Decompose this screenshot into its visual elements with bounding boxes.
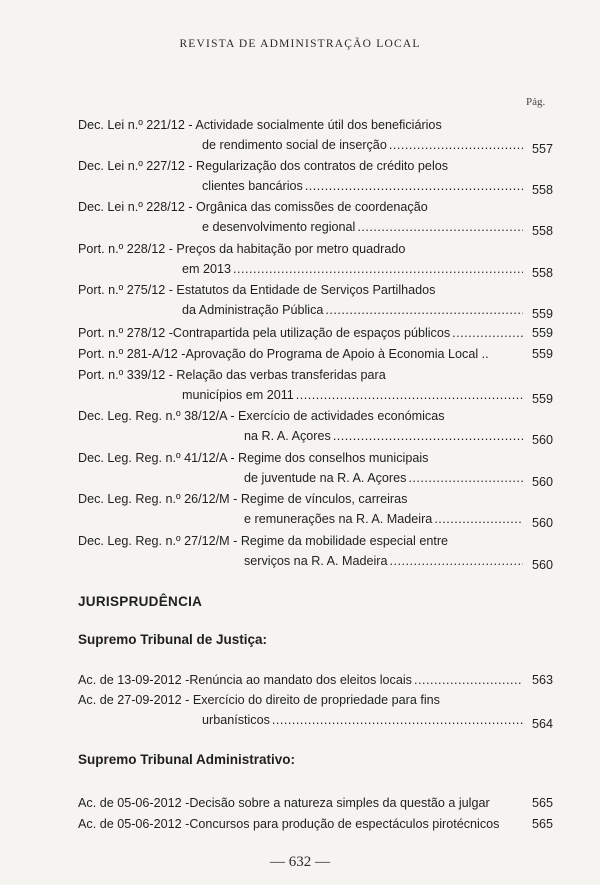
page-column-label: Pág.: [526, 96, 546, 108]
entry-title: Exercício do direito de propriedade para fins: [192, 693, 440, 707]
subheading-stj: Supremo Tribunal de Justiça:: [78, 632, 268, 647]
entry-title: Aprovação do Programa de Apoio à Economia Local ..: [185, 347, 489, 361]
entry-ref: Dec. Lei n.º 228/12 -: [78, 200, 197, 214]
entry-ref: Port. n.º 275/12 -: [78, 283, 177, 297]
entry-page: 565: [531, 817, 553, 831]
entry-page: 559: [531, 326, 553, 340]
entry-page: 565: [531, 796, 553, 810]
entry-page: 559: [531, 307, 553, 321]
entry-title-cont: na R. A. Açores: [244, 429, 331, 443]
leader-dots: [434, 511, 523, 527]
entry-page: 563: [531, 673, 553, 687]
entry-title: Renúncia ao mandato dos eleitos locais: [189, 673, 412, 687]
entry-page: 564: [531, 717, 553, 731]
entry-title-cont: de juventude na R. A. Açores: [244, 471, 407, 485]
entry-ref: Dec. Leg. Reg. n.º 27/12/M -: [78, 534, 241, 548]
entry-title-cont: em 2013: [182, 262, 232, 276]
entry-title-cont: serviços na R. A. Madeira: [244, 554, 388, 568]
leader-dots: [452, 325, 523, 341]
entry-title: Regime dos conselhos municipais: [238, 451, 429, 465]
leader-dots: [357, 219, 523, 235]
entry-title: Contrapartida pela utilização de espaços públicos: [172, 326, 451, 340]
entry-ref: Ac. de 05-06-2012 -: [78, 796, 190, 810]
entry-ref: Port. n.º 278/12 -: [78, 326, 173, 340]
entry-page: 558: [531, 266, 553, 280]
entry-title: Orgânica das comissões de coordenação: [196, 200, 428, 214]
entry-page: 560: [531, 475, 553, 489]
entry-page: 558: [531, 224, 553, 238]
leader-dots: [272, 712, 523, 728]
entry-title: Actividade socialmente útil dos beneficiários: [195, 118, 442, 132]
entry-title-cont: e remunerações na R. A. Madeira: [244, 512, 433, 526]
leader-dots: [233, 261, 523, 277]
subheading-sta: Supremo Tribunal Administrativo:: [78, 752, 296, 767]
entry-title: Regime de vínculos, carreiras: [240, 492, 408, 506]
entry-ref: Port. n.º 228/12 -: [78, 242, 177, 256]
entry-title-cont: municípios em 2011: [182, 388, 294, 402]
entry-ref: Port. n.º 339/12 -: [78, 368, 177, 382]
entry-title: Preços da habitação por metro quadrado: [176, 242, 406, 256]
entry-ref: Dec. Lei n.º 221/12 -: [78, 118, 196, 132]
entry-ref: Port. n.º 281-A/12 -: [78, 347, 186, 361]
entry-page: 560: [531, 558, 553, 572]
entry-ref: Ac. de 05-06-2012 -: [78, 817, 190, 831]
entry-title: Estatutos da Entidade de Serviços Partilhados: [176, 283, 436, 297]
entry-ref: Ac. de 13-09-2012 -: [78, 673, 190, 687]
entry-title-cont: da Administração Pública: [182, 303, 324, 317]
entry-page: 559: [531, 392, 553, 406]
section-heading-jurisprudencia: JURISPRUDÊNCIA: [78, 594, 203, 609]
toc-entry: [78, 325, 553, 341]
entry-title-cont: urbanísticos: [202, 713, 270, 727]
leader-dots: [390, 553, 524, 569]
toc-entry: [78, 795, 553, 811]
entry-title-cont: e desenvolvimento regional: [202, 220, 356, 234]
leader-dots: [414, 672, 523, 688]
toc-entry: [78, 672, 553, 688]
entry-title: Regime da mobilidade especial entre: [240, 534, 449, 548]
leader-dots: [333, 428, 523, 444]
running-header: REVISTA DE ADMINISTRAÇÃO LOCAL: [179, 38, 421, 50]
entry-page: 557: [531, 142, 553, 156]
entry-ref: Ac. de 27-09-2012 -: [78, 693, 193, 707]
entry-title-cont: clientes bancários: [202, 179, 303, 193]
entry-ref: Dec. Leg. Reg. n.º 26/12/M -: [78, 492, 241, 506]
entry-page: 559: [531, 347, 553, 361]
entry-title: Relação das verbas transferidas para: [176, 368, 386, 382]
toc-entry: [78, 816, 553, 832]
entry-ref: Dec. Lei n.º 227/12 -: [78, 159, 197, 173]
entry-page: 558: [531, 183, 553, 197]
entry-ref: Dec. Leg. Reg. n.º 38/12/A -: [78, 409, 239, 423]
page-number: — 632 —: [270, 854, 330, 870]
leader-dots: [305, 178, 523, 194]
leader-dots: [408, 470, 523, 486]
entry-title: Decisão sobre a natureza simples da questão a julgar: [189, 796, 490, 810]
entry-title-cont: de rendimento social de inserção: [202, 138, 387, 152]
entry-page: 560: [531, 516, 553, 530]
leader-dots: [325, 302, 523, 318]
entry-ref: Dec. Leg. Reg. n.º 41/12/A -: [78, 451, 239, 465]
entry-page: 560: [531, 433, 553, 447]
toc-entry: [78, 346, 553, 362]
entry-title: Concursos para produção de espectáculos pirotécnicos: [189, 817, 500, 831]
leader-dots: [296, 387, 523, 403]
entry-title: Exercício de actividades económicas: [238, 409, 445, 423]
entry-title: Regularização dos contratos de crédito pelos: [196, 159, 449, 173]
leader-dots: [389, 137, 523, 153]
